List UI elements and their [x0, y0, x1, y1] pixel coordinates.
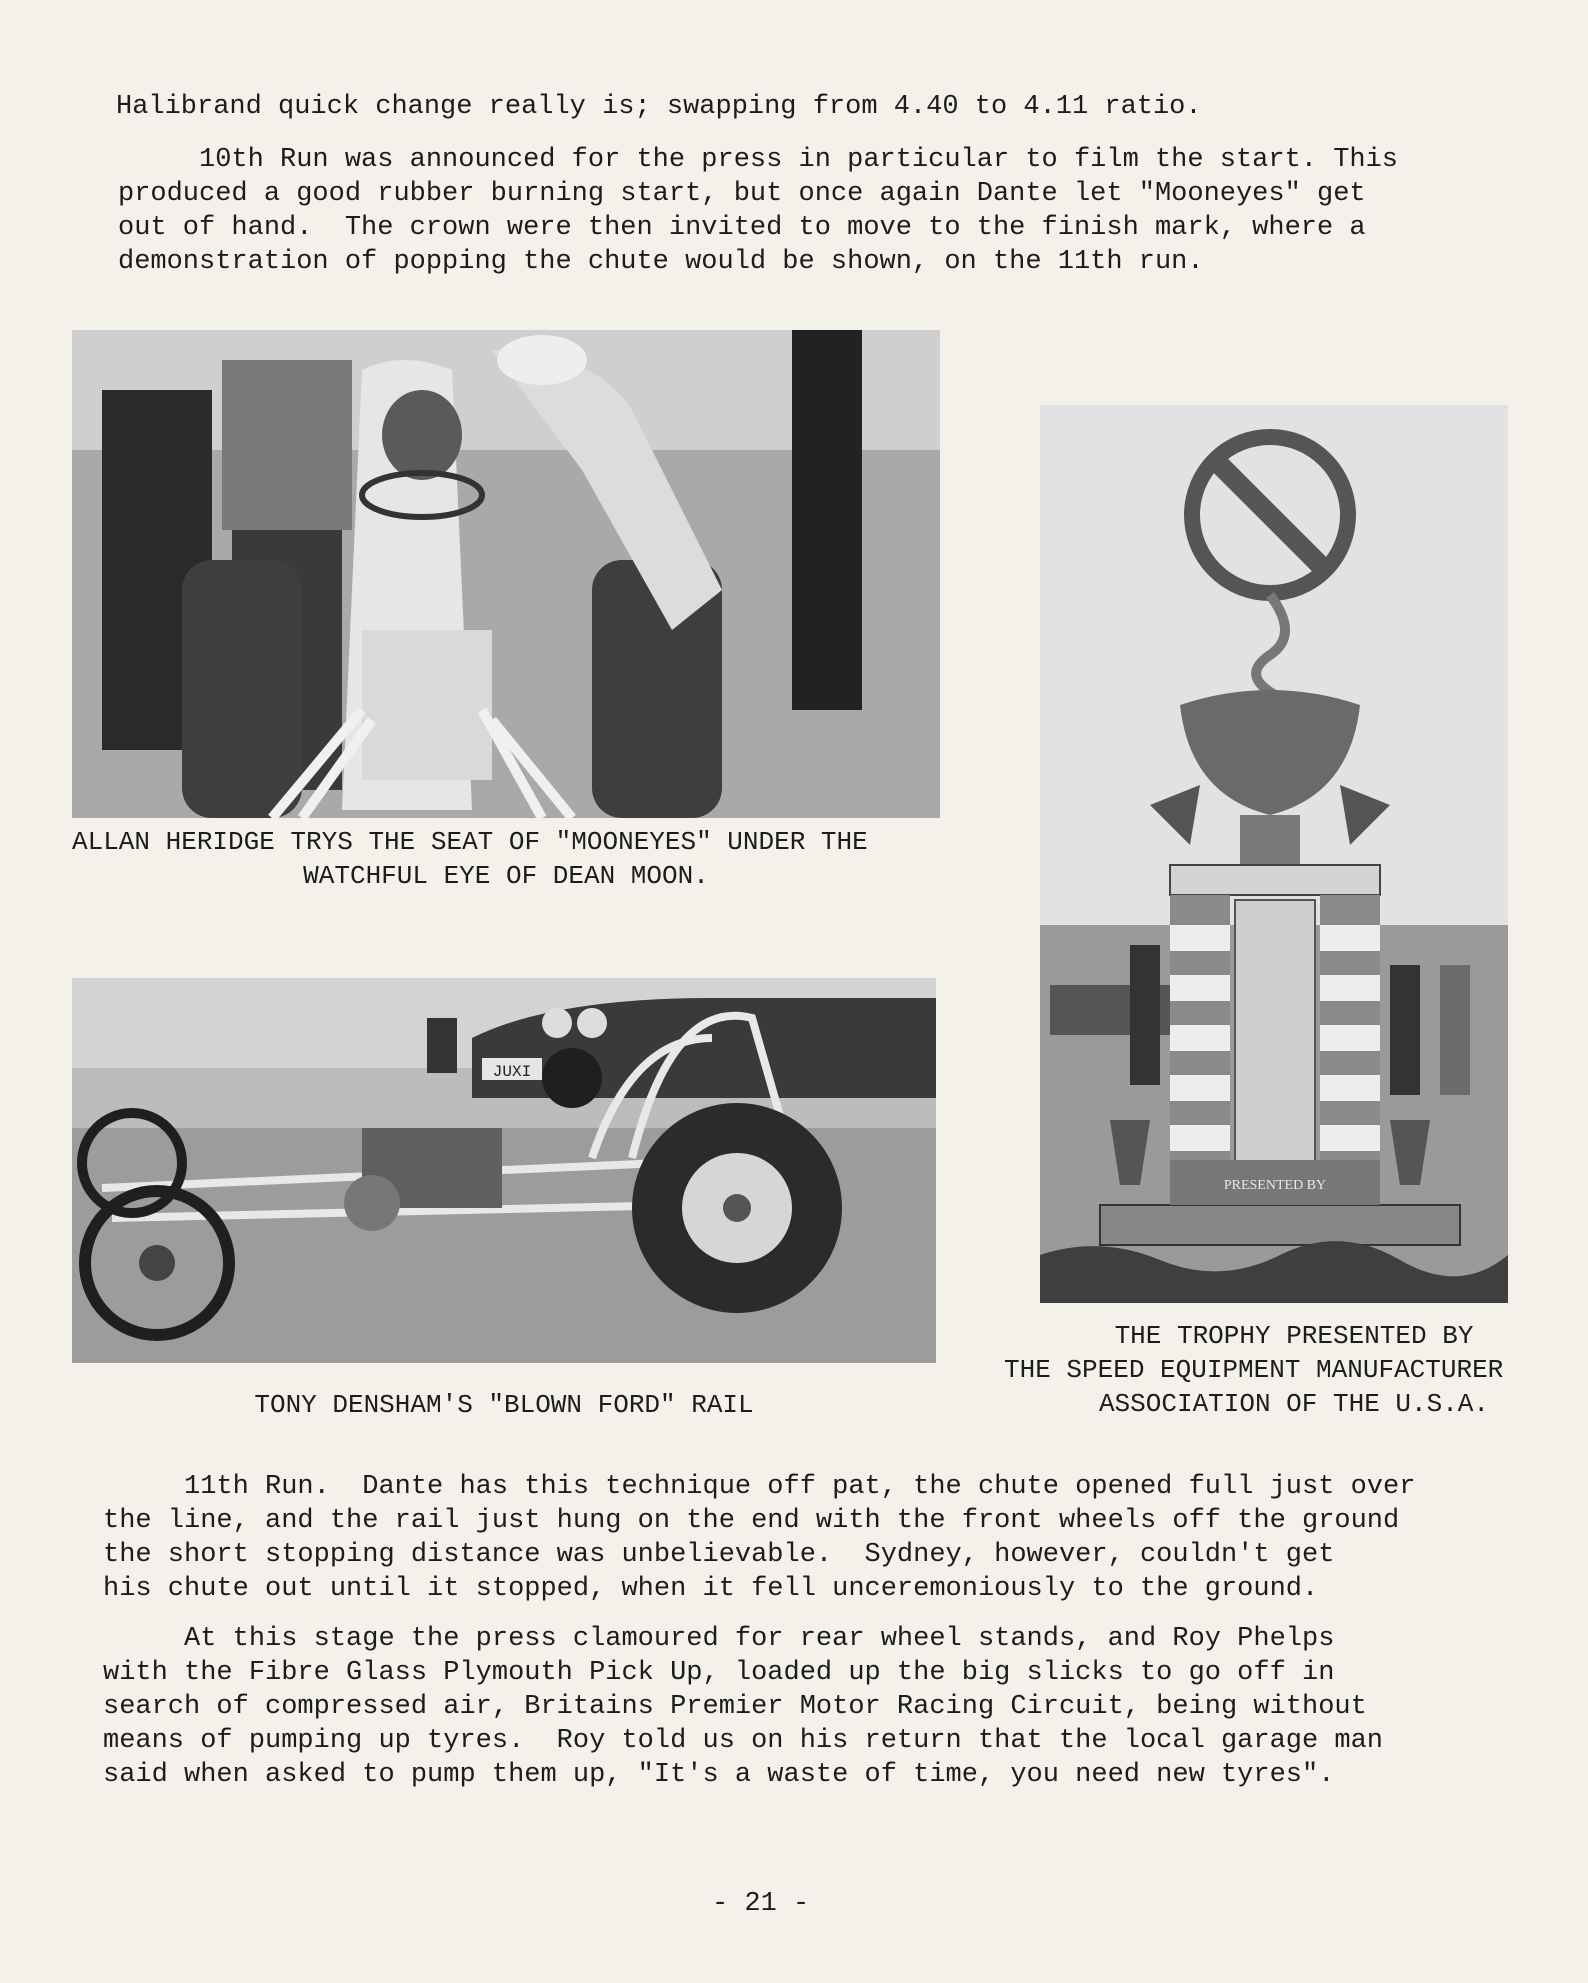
page-number: - 21 - — [712, 1889, 810, 1919]
paragraph-press-line1: At this stage the press clamoured for rear wheel stands, and Roy Phelps — [103, 1624, 1335, 1654]
paragraph-11th-run-line2: the line, and the rail just hung on the end with the front wheels off the ground — [103, 1506, 1400, 1536]
paragraph-10th-run-line2: produced a good rubber burning start, but once again Dante let "Mooneyes" get — [118, 179, 1366, 209]
paragraph-press-line4: means of pumping up tyres. Roy told us on his return that the local garage man — [103, 1726, 1384, 1756]
paragraph-press-line3: search of compressed air, Britains Premier Motor Racing Circuit, being without — [103, 1692, 1367, 1722]
paragraph-11th-run-line4: his chute out until it stopped, when it fell unceremoniously to the ground. — [103, 1574, 1319, 1604]
paragraph-11th-run-line3: the short stopping distance was unbelievable. Sydney, however, couldn't get — [103, 1540, 1335, 1570]
mooneyes-dragster-photo — [72, 330, 940, 818]
mooneyes-caption-line1: ALLAN HERIDGE TRYS THE SEAT OF "MOONEYES" UNDER THE — [72, 827, 868, 857]
blown-ford-rail-caption: TONY DENSHAM'S "BLOWN FORD" RAIL — [254, 1390, 754, 1420]
paragraph-10th-run-line1: 10th Run was announced for the press in particular to film the start. This — [118, 145, 1399, 175]
trophy-caption-line2: THE SPEED EQUIPMENT MANUFACTURER — [1004, 1355, 1504, 1385]
paragraph-press-line2: with the Fibre Glass Plymouth Pick Up, loaded up the big slicks to go off in — [103, 1658, 1335, 1688]
trophy-photo — [1040, 405, 1508, 1303]
mooneyes-caption-line2: WATCHFUL EYE OF DEAN MOON. — [303, 861, 709, 891]
paragraph-10th-run-line4: demonstration of popping the chute would be shown, on the 11th run. — [118, 247, 1204, 277]
intro-line: Halibrand quick change really is; swapping from 4.40 to 4.11 ratio. — [116, 92, 1202, 122]
blown-ford-rail-photo — [72, 978, 936, 1363]
license-plate-text: JUXI — [492, 1063, 532, 1081]
trophy-caption-line1: THE TROPHY PRESENTED BY — [1114, 1321, 1474, 1351]
paragraph-11th-run-line1: 11th Run. Dante has this technique off pat, the chute opened full just over — [103, 1472, 1416, 1502]
trophy-caption-line3: ASSOCIATION OF THE U.S.A. — [1098, 1389, 1490, 1419]
paragraph-10th-run-line3: out of hand. The crown were then invited to move to the finish mark, where a — [118, 213, 1366, 243]
trophy-plaque-text: PRESENTED BY — [1223, 1178, 1327, 1193]
paragraph-press-line5: said when asked to pump them up, "It's a waste of time, you need new tyres". — [103, 1760, 1335, 1790]
